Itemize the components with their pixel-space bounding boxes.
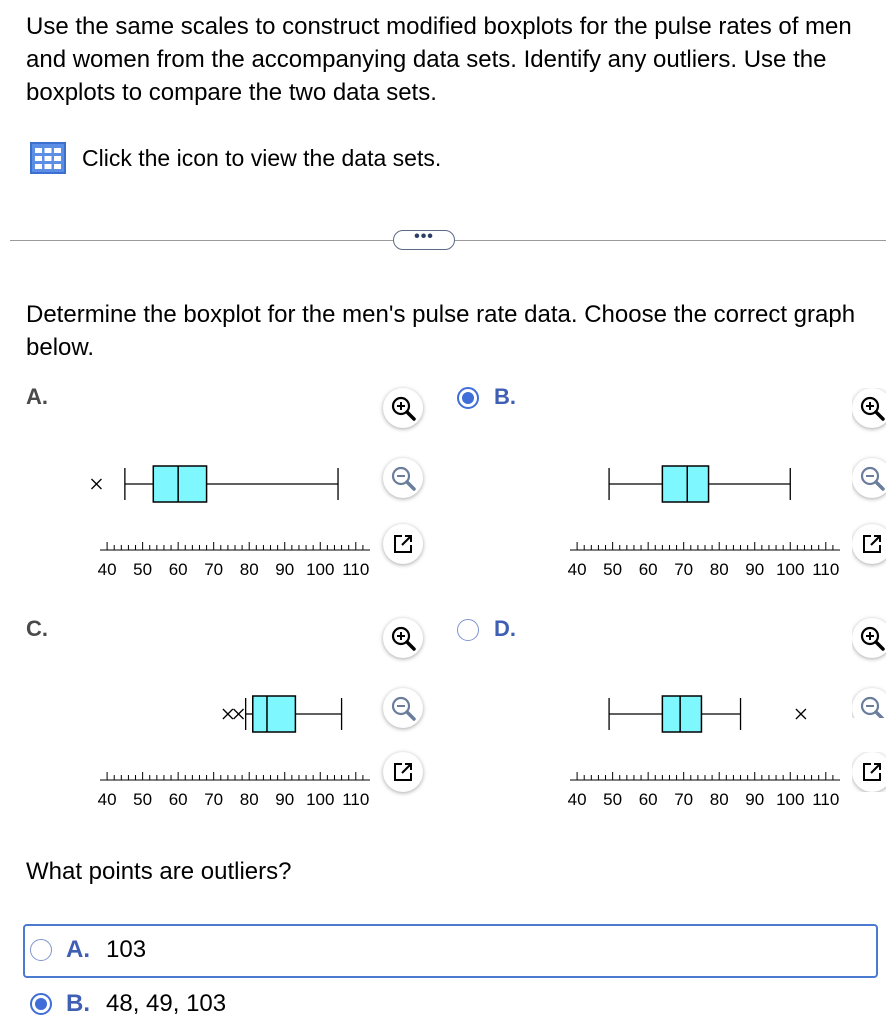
view-data-sets-link[interactable] — [30, 142, 441, 174]
answer-a-radio[interactable] — [30, 939, 52, 961]
answer-option-b[interactable] — [30, 990, 226, 1018]
axis-tick-label: 40 — [97, 790, 117, 809]
answer-b-letter[interactable]: B. — [66, 990, 90, 1017]
axis-tick-label: 60 — [638, 790, 658, 809]
boxplot-question: Determine the boxplot for the men's pulse rate data. Choose the correct graph below. — [26, 301, 856, 361]
axis-tick-label: 80 — [709, 790, 729, 809]
expand-icon — [859, 531, 885, 557]
option-b-letter[interactable]: B. — [494, 384, 516, 409]
iqr-box — [253, 696, 296, 732]
axis-tick-label: 110 — [342, 560, 370, 579]
zoom-out-button-c[interactable] — [383, 688, 423, 728]
outlier-question: What points are outliers? — [26, 858, 292, 885]
axis-tick-label: 100 — [776, 790, 805, 809]
option-b-radio[interactable] — [457, 387, 479, 409]
zoom-out-icon — [858, 694, 886, 718]
zoom-out-icon — [389, 464, 417, 492]
expand-icon — [859, 759, 885, 785]
axis-tick-label: 40 — [567, 790, 587, 809]
axis-tick-label: 90 — [745, 790, 765, 809]
axis-tick-label: 100 — [306, 790, 335, 809]
boxplot-graph-c[interactable] — [80, 680, 380, 815]
axis-tick-label: 40 — [567, 560, 587, 579]
axis-tick-label: 70 — [674, 560, 694, 579]
axis-tick-label: 100 — [306, 560, 335, 579]
zoom-in-icon — [858, 394, 886, 422]
answer-a-letter[interactable]: A. — [66, 936, 90, 963]
axis-tick-label: 110 — [812, 790, 840, 809]
zoom-out-icon — [858, 464, 886, 492]
zoom-in-icon — [389, 624, 417, 652]
answer-b-radio[interactable] — [30, 993, 52, 1015]
expand-icon — [390, 759, 416, 785]
axis-tick-label: 90 — [745, 560, 765, 579]
axis-tick-label: 60 — [168, 790, 188, 809]
zoom-in-button-c[interactable] — [383, 618, 423, 658]
iqr-box — [153, 466, 206, 502]
boxplot-graph-d[interactable] — [550, 680, 850, 815]
expand-button-c[interactable] — [383, 752, 423, 792]
answer-a-focus-box — [23, 924, 878, 978]
axis-tick-label: 90 — [275, 790, 295, 809]
expand-icon — [390, 531, 416, 557]
zoom-out-button-b[interactable] — [852, 458, 886, 498]
expand-button-a[interactable] — [383, 524, 423, 564]
problem-prompt: Use the same scales to construct modified boxplots for the pulse rates of men and women from the accompanying data sets. Identify any outliers. Use the boxplots to compare the two data sets. — [26, 13, 852, 106]
axis-tick-label: 70 — [674, 790, 694, 809]
axis-tick-label: 110 — [342, 790, 370, 809]
axis-tick-label: 80 — [239, 790, 259, 809]
expand-button-b[interactable] — [852, 524, 886, 564]
answer-a-value[interactable]: 103 — [106, 936, 147, 963]
option-d-letter[interactable]: D. — [494, 616, 516, 641]
option-d-radio[interactable] — [457, 619, 479, 641]
boxplot-graph-b[interactable] — [550, 450, 850, 585]
axis-tick-label: 110 — [812, 560, 840, 579]
show-more-button[interactable]: ••• — [393, 230, 455, 250]
axis-tick-label: 100 — [776, 560, 805, 579]
axis-tick-label: 50 — [133, 790, 153, 809]
right-toolbar-clip-2 — [852, 752, 886, 792]
zoom-in-icon — [858, 624, 886, 652]
zoom-in-button-a[interactable] — [383, 388, 423, 428]
answer-b-value[interactable]: 48, 49, 103 — [106, 990, 227, 1017]
axis-tick-label: 70 — [204, 790, 224, 809]
zoom-out-button-a[interactable] — [383, 458, 423, 498]
axis-tick-label: 50 — [133, 560, 153, 579]
expand-button-d[interactable] — [852, 752, 886, 792]
boxplot-graph-a[interactable] — [80, 450, 380, 585]
axis-tick-label: 90 — [275, 560, 295, 579]
axis-tick-label: 60 — [168, 560, 188, 579]
axis-tick-label: 70 — [204, 560, 224, 579]
view-data-sets-label[interactable]: Click the icon to view the data sets. — [82, 144, 442, 171]
axis-tick-label: 50 — [603, 560, 623, 579]
option-a-letter: A. — [26, 384, 48, 409]
option-c-letter: C. — [26, 616, 48, 641]
zoom-in-button-d[interactable] — [852, 618, 886, 658]
axis-tick-label: 80 — [709, 560, 729, 579]
zoom-in-button-b[interactable] — [852, 388, 886, 428]
answer-option-a[interactable] — [30, 936, 146, 964]
axis-tick-label: 50 — [603, 790, 623, 809]
axis-tick-label: 40 — [97, 560, 117, 579]
axis-tick-label: 60 — [638, 560, 658, 579]
iqr-box — [662, 696, 701, 732]
data-table-icon[interactable] — [30, 142, 66, 174]
zoom-out-icon — [389, 694, 417, 722]
iqr-box — [662, 466, 708, 502]
axis-tick-label: 80 — [239, 560, 259, 579]
right-toolbar-clip — [852, 388, 886, 718]
zoom-out-button-d[interactable] — [852, 688, 886, 718]
zoom-in-icon — [389, 394, 417, 422]
